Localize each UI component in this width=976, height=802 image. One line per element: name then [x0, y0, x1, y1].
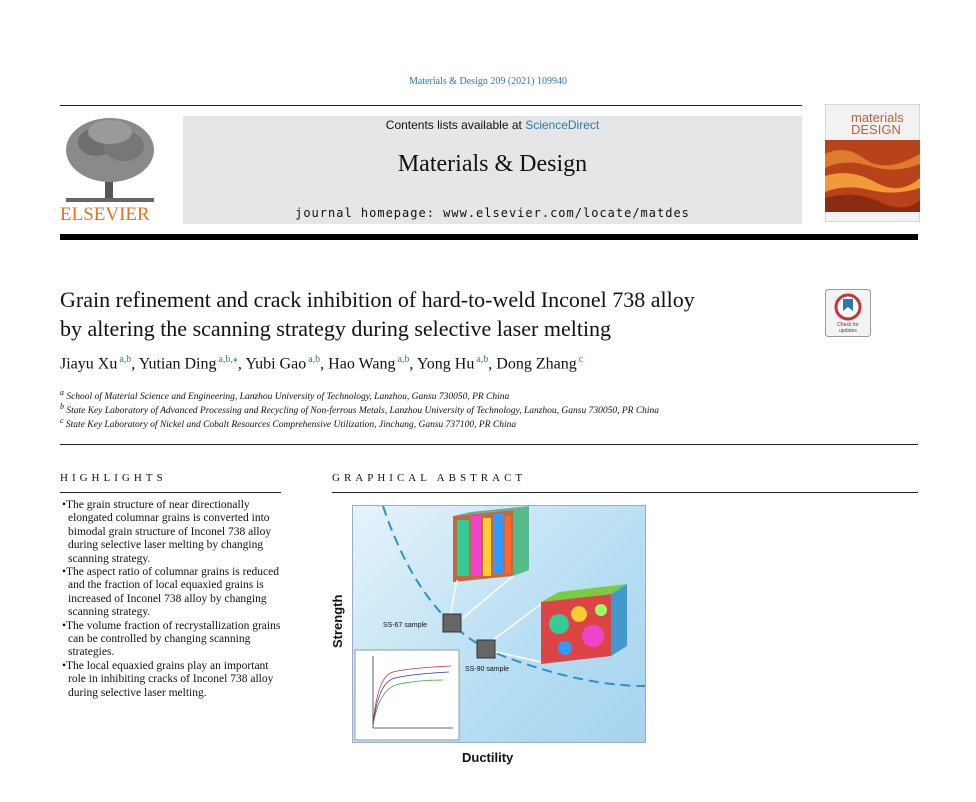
author-separator: ,: [131, 355, 139, 373]
author-name[interactable]: Yutian Ding: [138, 355, 217, 373]
author-name[interactable]: Dong Zhang: [496, 355, 577, 373]
article-title: [60, 285, 810, 343]
ss67-sample-marker: [443, 614, 461, 632]
author-separator: ,: [320, 355, 329, 373]
author-separator: ,: [237, 355, 246, 373]
cover-title: [851, 112, 904, 136]
graphical-abstract-rule: [332, 492, 918, 493]
sciencedirect-link[interactable]: ScienceDirect: [525, 118, 600, 132]
affiliation-mark: c: [60, 416, 64, 425]
contents-prefix: Contents lists available at: [385, 118, 526, 132]
author-separator: ,: [488, 355, 497, 373]
cover-title-line1: materials: [851, 110, 904, 125]
affiliation-text: State Key Laboratory of Advanced Processing and Recycling of Non-ferrous Metals, Lanzhou University of Technology, Lanzhou, Gansu 730050, PR China: [66, 406, 660, 417]
author-list: [60, 354, 920, 373]
graphical-abstract-heading: GRAPHICAL ABSTRACT: [332, 472, 527, 484]
affiliation-b: [60, 402, 920, 416]
cover-title-line2: DESIGN: [851, 122, 901, 137]
author-name[interactable]: Hao Wang: [328, 355, 396, 373]
crossmark-text-line2: updates: [839, 328, 857, 334]
author-affiliation-marks[interactable]: a,b: [397, 354, 410, 365]
journal-citation[interactable]: Materials & Design 209 (2021) 109940: [408, 76, 568, 87]
crossmark-text: [825, 322, 871, 334]
highlight-item: • The aspect ratio of columnar grains is reduced and the fraction of local equaxied grains is increased of Inconel 738 alloy by changing scanning strategy.: [60, 566, 285, 620]
author-name[interactable]: Yubi Gao: [245, 355, 307, 373]
microstructure-cube-1: [453, 506, 529, 582]
affiliation-a: [60, 388, 920, 402]
author-affiliation-marks[interactable]: c: [578, 354, 584, 365]
article-title-line2: by altering the scanning strategy during selective laser melting: [60, 316, 612, 341]
journal-title: Materials & Design: [397, 151, 588, 177]
journal-cover[interactable]: [825, 104, 920, 222]
crossmark-text-line1: Check for: [837, 322, 859, 328]
strength-axis-label: Strength: [330, 594, 345, 648]
author-separator: ,: [409, 355, 417, 373]
highlights-rule: [60, 492, 281, 493]
affiliation-mark: a: [60, 388, 64, 397]
author-affiliation-marks[interactable]: a,b: [308, 354, 321, 365]
header-rule: [60, 105, 802, 106]
author-affiliation-marks[interactable]: a,b,⁎: [218, 354, 238, 365]
graphical-abstract-figure[interactable]: [352, 505, 646, 743]
affiliation-c: [60, 416, 920, 430]
highlight-item: • The volume fraction of recrystallization grains can be controlled by changing scanning strategies.: [60, 620, 285, 660]
author-affiliation-marks[interactable]: a,b: [476, 354, 489, 365]
ss90-sample-label: SS-90 sample: [465, 666, 509, 673]
masthead-bottom-rule: [60, 234, 918, 240]
affiliation-rule: [60, 444, 918, 445]
affiliation-mark: b: [60, 402, 64, 411]
ss90-sample-marker: [477, 640, 495, 658]
highlights-list: [60, 499, 285, 700]
article-title-line1: Grain refinement and crack inhibition of hard-to-weld Inconel 738 alloy: [60, 287, 695, 312]
ss67-sample-label: SS-67 sample: [383, 622, 427, 629]
affiliation-text: School of Material Science and Engineering, Lanzhou University of Technology, Lanzhou, Gansu 730050, PR China: [66, 392, 510, 403]
elsevier-logo[interactable]: [60, 110, 160, 226]
journal-homepage[interactable]: journal homepage: www.elsevier.com/locate/matdes: [295, 206, 690, 220]
author-name[interactable]: Jiayu Xu: [60, 355, 118, 373]
highlight-item: • The local equaxied grains play an important role in inhibiting cracks of Inconel 738 alloy during selective laser melting.: [60, 660, 285, 700]
check-for-updates-button[interactable]: [825, 289, 871, 337]
highlight-item: • The grain structure of near directionally elongated columnar grains is converted into bimodal grain structure of Inconel 738 alloy during selective laser melting by changing scanning strategy.: [60, 499, 285, 566]
ductility-axis-label: Ductility: [462, 750, 514, 765]
author-name[interactable]: Yong Hu: [416, 355, 475, 373]
highlights-heading: HIGHLIGHTS: [60, 472, 167, 484]
affiliation-text: State Key Laboratory of Nickel and Cobalt Resources Comprehensive Utilization, Jinchang, Gansu 737100, PR China: [65, 420, 517, 431]
microstructure-cube-2: [541, 584, 627, 664]
elsevier-wordmark: ELSEVIER: [60, 204, 150, 225]
contents-line: [183, 118, 802, 132]
author-affiliation-marks[interactable]: a,b: [119, 354, 132, 365]
